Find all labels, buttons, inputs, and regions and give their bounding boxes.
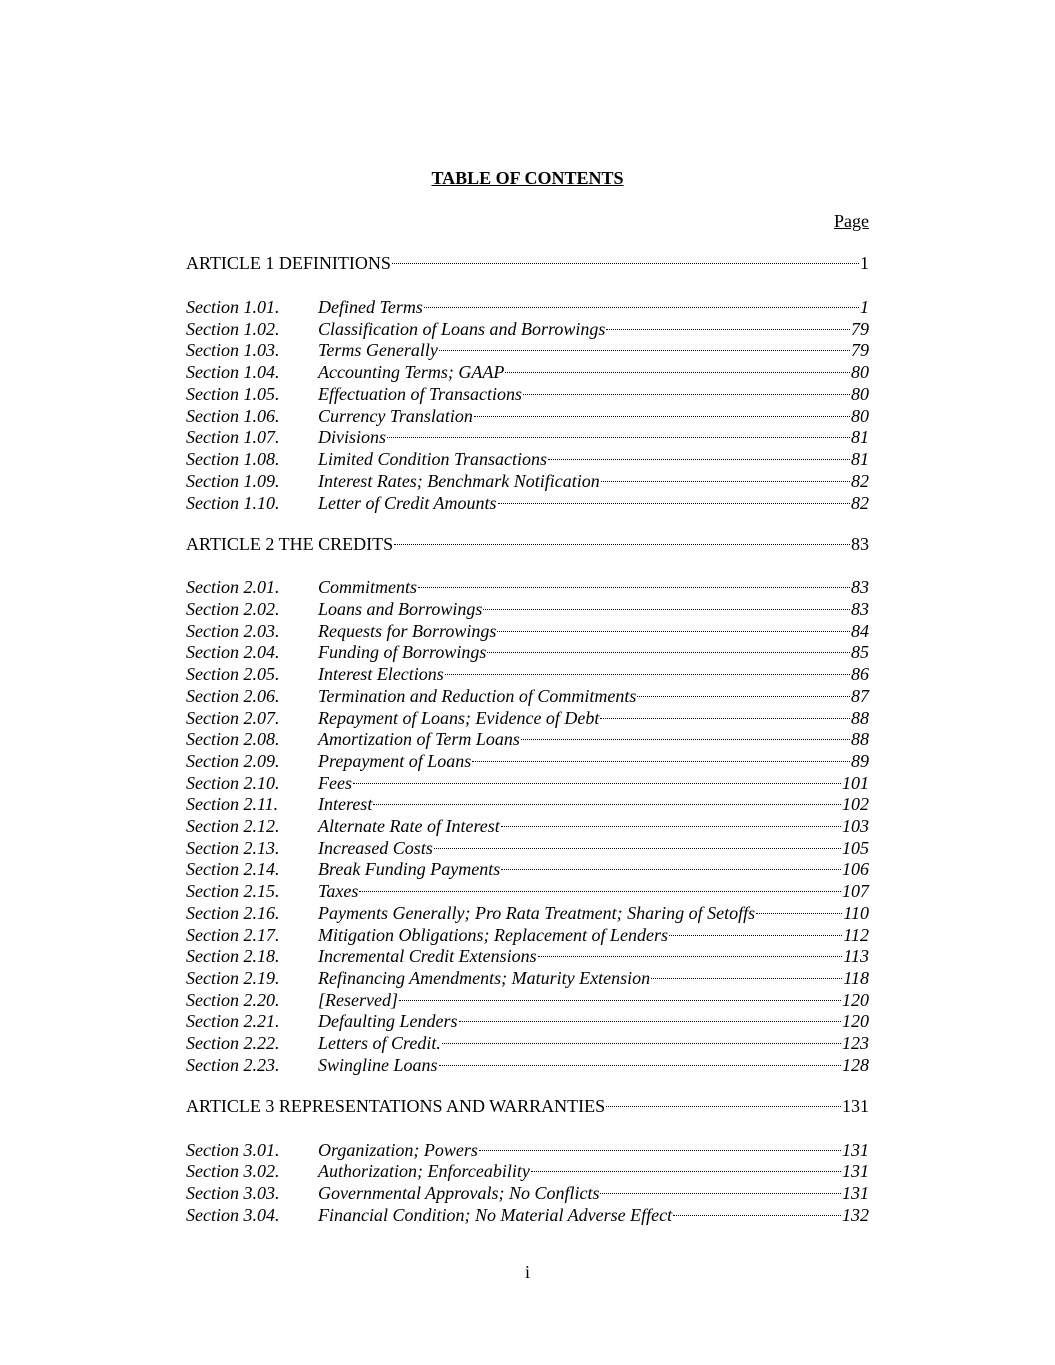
section-title: Refinancing Amendments; Maturity Extension xyxy=(318,968,651,988)
section-number: Section 2.18. xyxy=(186,946,280,966)
section-number: Section 2.02. xyxy=(186,599,280,619)
toc-section-1-02[interactable] xyxy=(186,318,869,340)
section-number: Section 1.07. xyxy=(186,427,280,447)
section-title: Authorization; Enforceability xyxy=(318,1161,530,1181)
section-title: Amortization of Term Loans xyxy=(318,729,520,749)
section-page: 83 xyxy=(851,599,869,619)
section-title: Mitigation Obligations; Replacement of Lenders xyxy=(318,925,668,945)
dot-leader xyxy=(548,459,850,460)
section-number: Section 2.10. xyxy=(186,773,280,793)
toc-section-2-09[interactable] xyxy=(186,750,869,772)
section-number: Section 2.07. xyxy=(186,708,280,728)
section-title: Increased Costs xyxy=(318,838,433,858)
section-title: Interest xyxy=(318,794,373,814)
dot-leader xyxy=(434,848,841,849)
section-number: Section 3.03. xyxy=(186,1183,280,1203)
section-title: Prepayment of Loans xyxy=(318,751,472,771)
toc-section-1-06[interactable] xyxy=(186,405,869,427)
section-title: Divisions xyxy=(318,427,387,447)
dot-leader xyxy=(359,891,841,892)
section-page: 107 xyxy=(842,881,869,901)
section-page: 131 xyxy=(842,1161,869,1181)
dot-leader xyxy=(606,329,850,330)
toc-section-1-09[interactable] xyxy=(186,470,869,492)
section-title: Governmental Approvals; No Conflicts xyxy=(318,1183,600,1203)
section-title: Payments Generally; Pro Rata Treatment; Sharing of Setoffs xyxy=(318,903,756,923)
toc-section-1-03[interactable] xyxy=(186,339,869,361)
section-number: Section 3.01. xyxy=(186,1140,280,1160)
section-page: 85 xyxy=(851,642,869,662)
dot-leader xyxy=(472,761,850,762)
toc-section-2-20[interactable] xyxy=(186,989,869,1011)
dot-leader xyxy=(601,481,850,482)
dot-leader xyxy=(487,652,850,653)
section-page: 118 xyxy=(843,968,869,988)
section-number: Section 2.06. xyxy=(186,686,280,706)
section-number: Section 3.04. xyxy=(186,1205,280,1225)
toc-title: TABLE OF CONTENTS xyxy=(431,168,624,188)
section-page: 80 xyxy=(851,362,869,382)
dot-leader xyxy=(521,739,850,740)
section-number: Section 2.09. xyxy=(186,751,280,771)
section-title: Termination and Reduction of Commitments xyxy=(318,686,637,706)
toc-section-3-01[interactable] xyxy=(186,1139,869,1161)
section-page: 81 xyxy=(851,427,869,447)
section-number: Section 2.17. xyxy=(186,925,280,945)
dot-leader xyxy=(353,783,841,784)
section-page: 120 xyxy=(842,990,869,1010)
section-title: Classification of Loans and Borrowings xyxy=(318,319,606,339)
article-page: 1 xyxy=(860,253,869,273)
section-page: 101 xyxy=(842,773,869,793)
section-page: 83 xyxy=(851,577,869,597)
section-page: 82 xyxy=(851,493,869,513)
dot-leader xyxy=(439,1065,841,1066)
section-title: Effectuation of Transactions xyxy=(318,384,523,404)
section-page: 86 xyxy=(851,664,869,684)
section-number: Section 1.08. xyxy=(186,449,280,469)
section-page: 79 xyxy=(851,340,869,360)
toc-section-2-08[interactable] xyxy=(186,728,869,750)
toc-section-2-16[interactable] xyxy=(186,902,869,924)
toc-section-2-01[interactable] xyxy=(186,576,869,598)
toc-section-3-04[interactable] xyxy=(186,1204,869,1226)
section-page: 112 xyxy=(843,925,869,945)
section-page: 80 xyxy=(851,406,869,426)
toc-section-2-14[interactable] xyxy=(186,858,869,880)
toc-section-2-10[interactable] xyxy=(186,772,869,794)
section-number: Section 3.02. xyxy=(186,1161,280,1181)
toc-section-1-05[interactable] xyxy=(186,383,869,405)
toc-article-3[interactable] xyxy=(186,1095,869,1117)
section-title: Financial Condition; No Material Adverse Effect xyxy=(318,1205,673,1225)
section-page: 105 xyxy=(842,838,869,858)
section-title: Interest Rates; Benchmark Notification xyxy=(318,471,600,491)
section-number: Section 2.01. xyxy=(186,577,280,597)
toc-section-2-22[interactable] xyxy=(186,1032,869,1054)
dot-leader xyxy=(523,394,850,395)
dot-leader xyxy=(479,1150,841,1151)
section-number: Section 1.06. xyxy=(186,406,280,426)
toc-section-2-04[interactable] xyxy=(186,641,869,663)
article-page: 131 xyxy=(842,1096,869,1116)
toc-section-2-11[interactable] xyxy=(186,793,869,815)
section-title: Fees xyxy=(318,773,352,793)
toc-section-1-01[interactable] xyxy=(186,296,869,318)
toc-article-1[interactable] xyxy=(186,252,869,274)
section-title: Organization; Powers xyxy=(318,1140,478,1160)
toc-section-2-13[interactable] xyxy=(186,837,869,859)
section-title: Accounting Terms; GAAP xyxy=(318,362,505,382)
section-number: Section 2.04. xyxy=(186,642,280,662)
dot-leader xyxy=(497,631,850,632)
section-title: Terms Generally xyxy=(318,340,438,360)
article-page: 83 xyxy=(851,534,869,554)
toc-section-2-19[interactable] xyxy=(186,967,869,989)
section-page: 132 xyxy=(842,1205,869,1225)
section-title: Commitments xyxy=(318,577,417,597)
toc-section-2-15[interactable] xyxy=(186,880,869,902)
section-number: Section 1.01. xyxy=(186,297,280,317)
toc-section-2-06[interactable] xyxy=(186,685,869,707)
section-number: Section 1.09. xyxy=(186,471,280,491)
section-page: 80 xyxy=(851,384,869,404)
section-page: 89 xyxy=(851,751,869,771)
section-title: Loans and Borrowings xyxy=(318,599,483,619)
toc-section-2-05[interactable] xyxy=(186,663,869,685)
section-number: Section 2.11. xyxy=(186,794,279,814)
dot-leader xyxy=(600,1193,841,1194)
toc-section-2-18[interactable] xyxy=(186,945,869,967)
dot-leader xyxy=(501,869,841,870)
dot-leader xyxy=(498,503,850,504)
section-number: Section 2.15. xyxy=(186,881,280,901)
toc-section-3-02[interactable] xyxy=(186,1160,869,1182)
dot-leader xyxy=(418,587,850,588)
section-title: [Reserved] xyxy=(318,990,398,1010)
dot-leader xyxy=(424,307,859,308)
toc-section-1-08[interactable] xyxy=(186,448,869,470)
section-page: 88 xyxy=(851,708,869,728)
page-column-header: Page xyxy=(834,211,869,231)
dot-leader xyxy=(600,718,850,719)
dot-leader xyxy=(474,416,850,417)
toc-section-2-21[interactable] xyxy=(186,1010,869,1032)
section-page: 79 xyxy=(851,319,869,339)
section-page: 131 xyxy=(842,1140,869,1160)
section-number: Section 2.03. xyxy=(186,621,280,641)
section-title: Requests for Borrowings xyxy=(318,621,497,641)
toc-section-2-02[interactable] xyxy=(186,598,869,620)
toc-article-2[interactable] xyxy=(186,533,869,555)
toc-section-3-03[interactable] xyxy=(186,1182,869,1204)
section-number: Section 2.22. xyxy=(186,1033,280,1053)
section-title: Repayment of Loans; Evidence of Debt xyxy=(318,708,600,728)
dot-leader xyxy=(394,544,850,545)
section-title: Limited Condition Transactions xyxy=(318,449,548,469)
toc-section-1-07[interactable] xyxy=(186,426,869,448)
page-number-footer: i xyxy=(524,1262,530,1282)
section-title: Taxes xyxy=(318,881,359,901)
section-page: 103 xyxy=(842,816,869,836)
dot-leader xyxy=(439,350,850,351)
section-page: 106 xyxy=(842,859,869,879)
dot-leader xyxy=(673,1215,841,1216)
section-page: 88 xyxy=(851,729,869,749)
section-number: Section 2.13. xyxy=(186,838,280,858)
section-page: 1 xyxy=(860,297,869,317)
dot-leader xyxy=(445,674,850,675)
dot-leader xyxy=(442,1043,841,1044)
dot-leader xyxy=(483,609,850,610)
section-page: 123 xyxy=(842,1033,869,1053)
dot-leader xyxy=(651,978,842,979)
section-number: Section 2.21. xyxy=(186,1011,280,1031)
dot-leader xyxy=(399,1000,841,1001)
dot-leader xyxy=(459,1021,842,1022)
section-number: Section 2.14. xyxy=(186,859,280,879)
toc-section-1-10[interactable] xyxy=(186,492,869,514)
section-page: 84 xyxy=(851,621,869,641)
section-title: Letters of Credit. xyxy=(318,1033,441,1053)
article-title: ARTICLE 2 THE CREDITS xyxy=(186,534,394,554)
toc-section-2-23[interactable] xyxy=(186,1054,869,1076)
dot-leader xyxy=(501,826,841,827)
section-number: Section 1.04. xyxy=(186,362,280,382)
section-page: 102 xyxy=(842,794,869,814)
section-number: Section 2.12. xyxy=(186,816,280,836)
section-number: Section 1.10. xyxy=(186,493,280,513)
toc-section-2-12[interactable] xyxy=(186,815,869,837)
dot-leader xyxy=(505,372,850,373)
dot-leader xyxy=(373,804,841,805)
section-title: Defined Terms xyxy=(318,297,423,317)
section-number: Section 2.08. xyxy=(186,729,280,749)
section-number: Section 1.03. xyxy=(186,340,280,360)
section-title: Interest Elections xyxy=(318,664,444,684)
section-title: Alternate Rate of Interest xyxy=(318,816,500,836)
dot-leader xyxy=(669,935,842,936)
dot-leader xyxy=(531,1171,841,1172)
section-number: Section 2.16. xyxy=(186,903,280,923)
dot-leader xyxy=(756,913,842,914)
dot-leader xyxy=(392,263,859,264)
section-page: 120 xyxy=(842,1011,869,1031)
section-title: Incremental Credit Extensions xyxy=(318,946,537,966)
section-page: 131 xyxy=(842,1183,869,1203)
toc-section-2-17[interactable] xyxy=(186,924,869,946)
section-title: Swingline Loans xyxy=(318,1055,438,1075)
section-number: Section 1.02. xyxy=(186,319,280,339)
dot-leader xyxy=(606,1106,841,1107)
section-title: Funding of Borrowings xyxy=(318,642,487,662)
section-page: 128 xyxy=(842,1055,869,1075)
section-number: Section 2.20. xyxy=(186,990,280,1010)
section-page: 113 xyxy=(843,946,869,966)
section-title: Break Funding Payments xyxy=(318,859,501,879)
section-page: 87 xyxy=(851,686,869,706)
article-title: ARTICLE 1 DEFINITIONS xyxy=(186,253,391,273)
section-number: Section 2.19. xyxy=(186,968,280,988)
section-title: Defaulting Lenders xyxy=(318,1011,458,1031)
dot-leader xyxy=(637,696,850,697)
dot-leader xyxy=(387,437,850,438)
section-number: Section 1.05. xyxy=(186,384,280,404)
section-title: Currency Translation xyxy=(318,406,473,426)
toc-section-1-04[interactable] xyxy=(186,361,869,383)
section-number: Section 2.23. xyxy=(186,1055,280,1075)
toc-section-2-03[interactable] xyxy=(186,620,869,642)
section-page: 110 xyxy=(843,903,869,923)
dot-leader xyxy=(538,956,843,957)
section-page: 82 xyxy=(851,471,869,491)
section-page: 81 xyxy=(851,449,869,469)
toc-section-2-07[interactable] xyxy=(186,707,869,729)
article-title: ARTICLE 3 REPRESENTATIONS AND WARRANTIES xyxy=(186,1096,606,1116)
section-number: Section 2.05. xyxy=(186,664,280,684)
section-title: Letter of Credit Amounts xyxy=(318,493,497,513)
